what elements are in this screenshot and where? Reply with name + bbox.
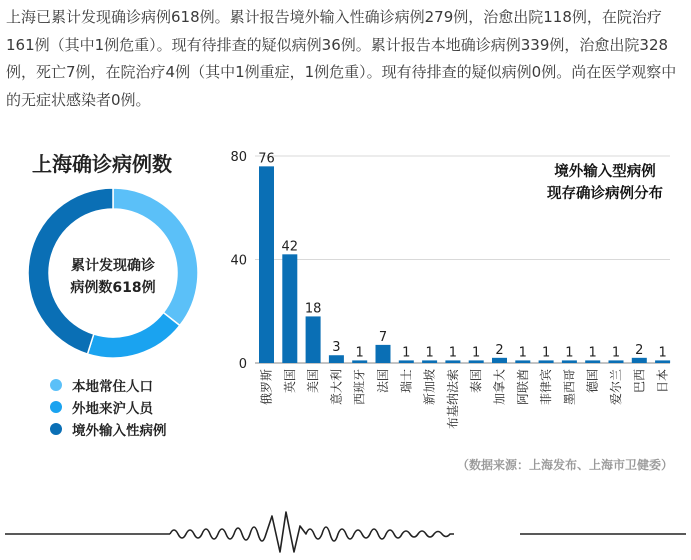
bar — [282, 254, 297, 363]
y-tick-label: 80 — [230, 150, 247, 165]
x-tick-label: 泰国 — [469, 369, 484, 394]
legend-item-nonlocal — [50, 396, 167, 418]
bar — [539, 360, 554, 363]
bar-value-label: 1 — [448, 345, 458, 361]
bar-value-label: 1 — [472, 345, 481, 361]
x-tick-label: 爱尔兰 — [609, 369, 623, 406]
x-tick-label: 英国 — [282, 369, 297, 394]
bar-chart — [225, 140, 675, 450]
bar — [562, 360, 577, 363]
bar-value-label: 7 — [378, 329, 388, 345]
bar-value-label: 1 — [518, 345, 527, 361]
bar — [329, 355, 344, 363]
bar — [422, 360, 437, 363]
bar-chart-title-line: 现存确诊病例分布 — [547, 186, 663, 202]
legend-item-imported — [50, 418, 167, 440]
x-tick-label: 西班牙 — [352, 369, 367, 406]
donut-center-line-2: 病例数618例 — [70, 280, 156, 296]
bar-value-label: 42 — [281, 239, 299, 255]
bar — [259, 166, 274, 363]
x-tick-label: 墨西哥 — [562, 369, 577, 406]
y-tick-label: 40 — [230, 253, 247, 269]
donut-center-line-1: 累计发现确诊 — [71, 258, 155, 274]
bar-value-label: 18 — [304, 301, 322, 317]
x-tick-label: 法国 — [376, 369, 390, 394]
bar — [399, 360, 414, 363]
bar-value-label: 2 — [495, 342, 504, 358]
x-tick-label: 日本 — [655, 369, 670, 394]
bar — [376, 345, 391, 363]
bar-value-label: 3 — [332, 340, 341, 356]
bar-value-label: 76 — [258, 151, 275, 167]
legend-dot-local — [50, 379, 62, 391]
x-tick-label: 意大利 — [329, 369, 344, 406]
heartbeat-divider — [0, 505, 691, 555]
bar-value-label: 1 — [565, 345, 574, 361]
legend-label-imported: 境外输入性病例 — [72, 423, 167, 439]
legend-dot-nonlocal — [50, 401, 62, 413]
legend-label-nonlocal: 外地来沪人员 — [72, 401, 153, 417]
x-tick-label: 美国 — [306, 369, 321, 394]
x-tick-label: 德国 — [585, 369, 600, 394]
bar — [469, 360, 484, 363]
bar — [585, 360, 600, 363]
x-tick-label: 俄罗斯 — [259, 369, 274, 406]
bar — [306, 316, 321, 363]
x-tick-label: 阿联酋 — [515, 369, 530, 406]
bar — [445, 360, 460, 363]
x-tick-label: 瑞士 — [399, 369, 414, 394]
bar-value-label: 1 — [588, 345, 597, 361]
bar-value-label: 1 — [402, 345, 411, 361]
bar-value-label: 1 — [541, 345, 551, 361]
y-tick-label: 0 — [238, 357, 247, 372]
bar — [352, 360, 367, 363]
bar-value-label: 2 — [635, 342, 644, 358]
x-tick-label: 布基纳法索 — [445, 369, 460, 430]
x-tick-label: 新加坡 — [422, 369, 437, 406]
legend-item-local — [50, 374, 167, 396]
bar-value-label: 1 — [355, 345, 364, 361]
data-source-note: （数据来源：上海发布、上海市卫健委） — [456, 458, 673, 472]
bar-value-label: 1 — [658, 345, 667, 361]
donut-center-label — [48, 255, 178, 299]
bar-chart-title-line: 境外输入型病例 — [554, 164, 656, 180]
bar — [515, 360, 530, 363]
intro-paragraph: 上海已累计发现确诊病例618例。累计报告境外输入性确诊病例279例，治愈出院118例，在院治疗161例（其中1例危重）。现有待排查的疑似病例36例。累计报告本地确诊病例339例，治愈出院328例，死亡7例，在院治疗4例（其中1例重症，1例危重）。现有待排查的疑似病例0例。尚在医学观察中的无症状感染者0例。 — [6, 8, 677, 109]
x-tick-label: 巴西 — [632, 369, 647, 394]
legend-label-local: 本地常住人口 — [72, 379, 153, 395]
legend-dot-imported — [50, 423, 62, 435]
bar-value-label: 1 — [611, 345, 621, 361]
donut-slice-nonlocal — [87, 313, 179, 358]
bar — [655, 360, 670, 363]
donut-legend — [50, 374, 167, 440]
x-tick-label: 加拿大 — [492, 369, 507, 406]
bar — [632, 358, 647, 363]
bar — [492, 358, 507, 363]
donut-chart-title: 上海确诊病例数 — [32, 152, 172, 176]
bar — [609, 360, 624, 363]
bar-value-label: 1 — [425, 345, 434, 361]
x-tick-label: 菲律宾 — [539, 369, 554, 406]
